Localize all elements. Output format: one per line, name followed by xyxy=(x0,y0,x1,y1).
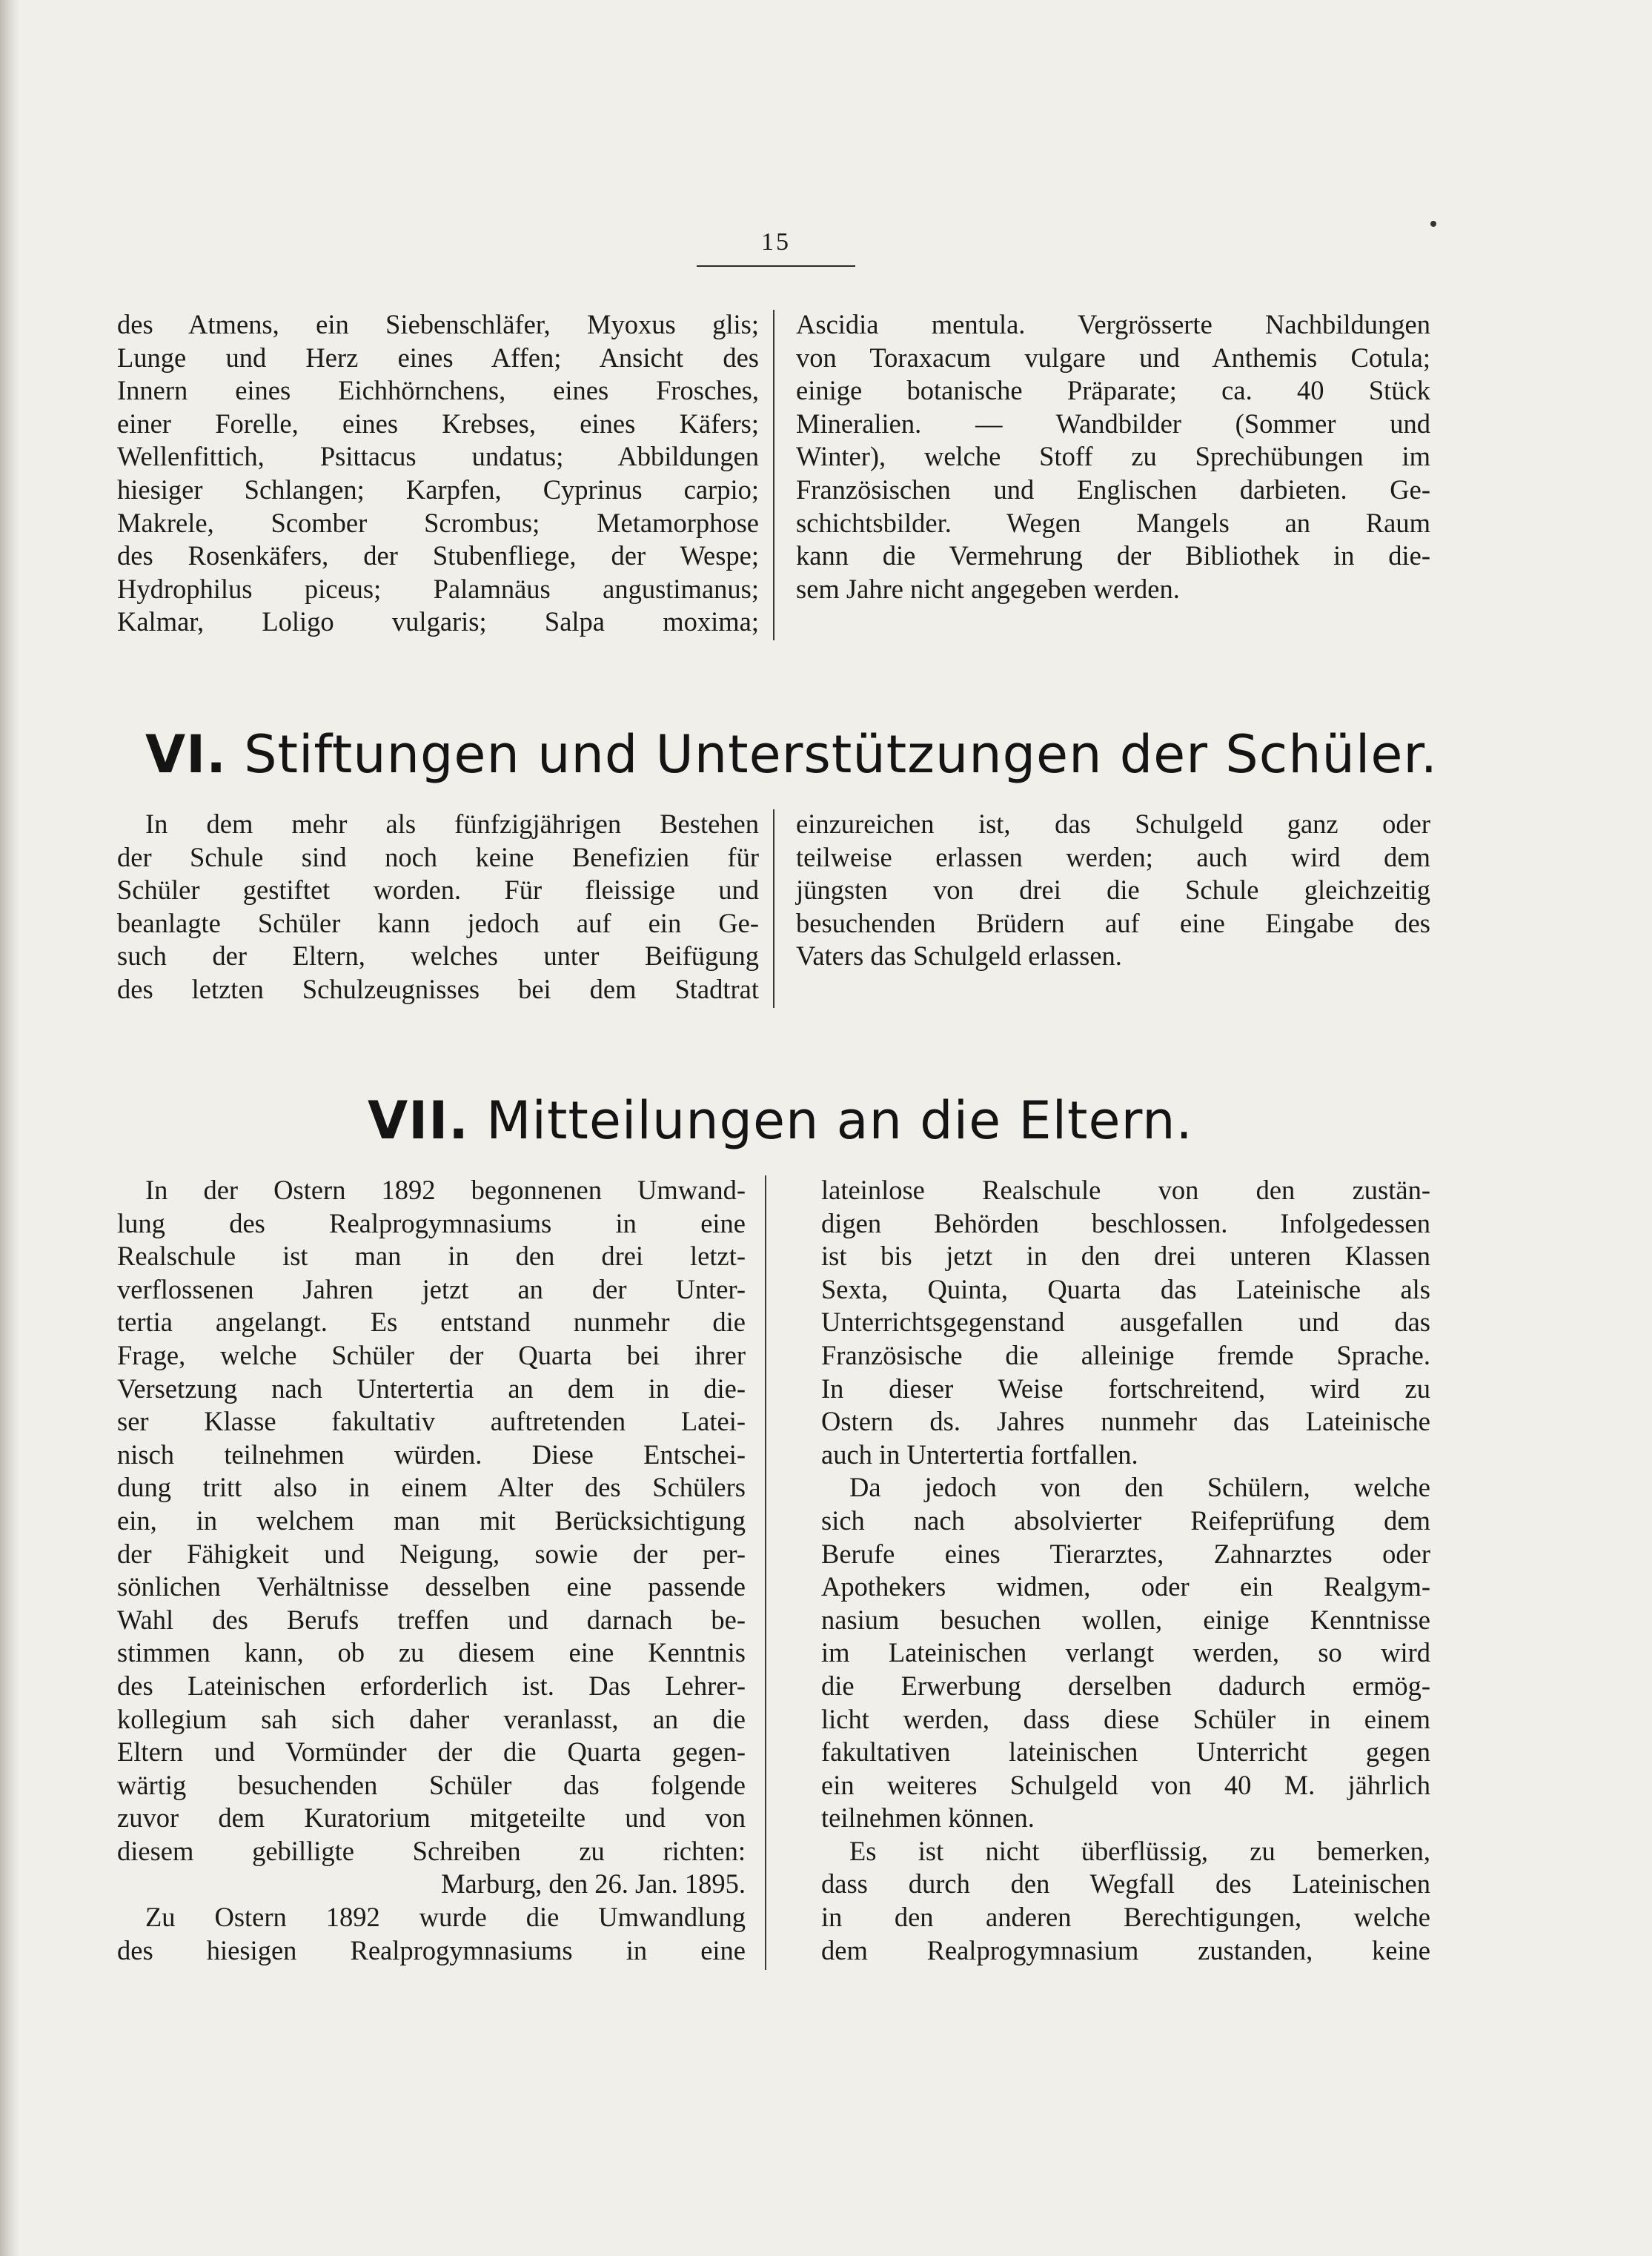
text-line: Hydrophilus piceus; Palamnäus angustimanus; xyxy=(117,573,759,604)
page-number: 15 xyxy=(761,228,791,256)
text-line: Ascidia mentula. Vergrösserte Nachbildungen xyxy=(796,309,1430,339)
text-line: Innern eines Eichhörnchens, eines Frosches, xyxy=(117,375,759,406)
column-divider xyxy=(773,809,774,1008)
block1-right-column xyxy=(796,308,1430,606)
text-line: kollegium sah sich daher veranlasst, an die xyxy=(117,1703,746,1734)
text-line: einer Forelle, eines Krebses, eines Käfers; xyxy=(117,408,759,439)
text-line: teilnehmen können. xyxy=(821,1802,1035,1834)
text-line: Winter), welche Stoff zu Sprechübungen im xyxy=(796,441,1430,472)
section-number: VII. xyxy=(368,1090,469,1151)
header-rule xyxy=(697,265,855,267)
text-line: Lunge und Herz eines Affen; Ansicht des xyxy=(117,342,759,373)
text-line: nasium besuchen wollen, einige Kenntnisse xyxy=(821,1604,1430,1635)
text-line: Eltern und Vormünder der die Quarta gegen- xyxy=(117,1736,746,1768)
text-line: ein, in welchem man mit Berücksichtigung xyxy=(117,1504,746,1536)
text-line: Französischen und Englischen darbieten. Ge- xyxy=(796,474,1430,505)
text-line: dass durch den Wegfall des Lateinischen xyxy=(821,1868,1430,1900)
text-line: dem Realprogymnasium zustanden, keine xyxy=(821,1934,1430,1965)
text-line: verflossenen Jahren jetzt an der Unter- xyxy=(117,1273,746,1304)
section-heading-vii xyxy=(368,1089,1193,1152)
text-line: einige botanische Präparate; ca. 40 Stück xyxy=(796,375,1430,406)
text-line: In dem mehr als fünfzigjährigen Bestehen xyxy=(145,809,759,839)
text-line: wärtig besuchenden Schüler das folgende xyxy=(117,1769,746,1800)
text-line: kann die Vermehrung der Bibliothek in die- xyxy=(796,540,1430,571)
text-line: nisch teilnehmen würden. Diese Entschei- xyxy=(117,1439,746,1470)
section7-left-column xyxy=(117,1174,746,1967)
text-line: ein weiteres Schulgeld von 40 M. jährlich xyxy=(821,1769,1430,1800)
section7-right-column xyxy=(821,1174,1430,1967)
text-line: digen Behörden beschlossen. Infolgedessen xyxy=(821,1207,1430,1238)
text-line: diesem gebilligte Schreiben zu richten: xyxy=(117,1835,746,1866)
text-line: Da jedoch von den Schülern, welche xyxy=(849,1472,1430,1503)
text-line: Mineralien. — Wandbilder (Sommer und xyxy=(796,408,1430,439)
text-line: hiesiger Schlangen; Karpfen, Cyprinus carpio; xyxy=(117,474,759,505)
text-line: In dieser Weise fortschreitend, wird zu xyxy=(821,1373,1430,1404)
text-line: ser Klasse fakultativ auftretenden Latei- xyxy=(117,1406,746,1437)
text-line: fakultativen lateinischen Unterricht gegen xyxy=(821,1736,1430,1768)
text-line: Kalmar, Loligo vulgaris; Salpa moxima; xyxy=(117,606,759,637)
text-line: im Lateinischen verlangt werden, so wird xyxy=(821,1637,1430,1668)
text-line: des Lateinischen erforderlich ist. Das Lehrer- xyxy=(117,1670,746,1701)
section-heading-vi xyxy=(145,723,1438,786)
text-line: Marburg, den 26. Jan. 1895. xyxy=(441,1868,746,1900)
section6-left-column xyxy=(117,808,759,1006)
ink-speck xyxy=(1430,221,1436,227)
text-line: Makrele, Scomber Scrombus; Metamorphose xyxy=(117,507,759,538)
text-line: licht werden, dass diese Schüler in einem xyxy=(821,1703,1430,1734)
text-line: lung des Realprogymnasiums in eine xyxy=(117,1207,746,1238)
text-line: des Atmens, ein Siebenschläfer, Myoxus glis; xyxy=(117,309,759,339)
text-line: Schüler gestiftet worden. Für fleissige und xyxy=(117,875,759,906)
column-divider xyxy=(773,310,774,640)
text-line: von Toraxacum vulgare und Anthemis Cotula; xyxy=(796,342,1430,373)
text-line: der Fähigkeit und Neigung, sowie der per- xyxy=(117,1538,746,1569)
text-line: Versetzung nach Untertertia an dem in die- xyxy=(117,1373,746,1404)
text-line: jüngsten von drei die Schule gleichzeitig xyxy=(796,875,1430,906)
text-line: des Rosenkäfers, der Stubenfliege, der Wespe; xyxy=(117,540,759,571)
text-line: Wellenfittich, Psittacus undatus; Abbildungen xyxy=(117,441,759,472)
block1-left-column xyxy=(117,308,759,639)
text-line: stimmen kann, ob zu diesem eine Kenntnis xyxy=(117,1637,746,1668)
text-line: teilweise erlassen werden; auch wird dem xyxy=(796,841,1430,872)
text-line: Ostern ds. Jahres nunmehr das Lateinische xyxy=(821,1406,1430,1437)
text-line: sich nach absolvierter Reifeprüfung dem xyxy=(821,1504,1430,1536)
text-line: auch in Untertertia fortfallen. xyxy=(821,1439,1138,1470)
section-title: Stiftungen und Unterstützungen der Schüler. xyxy=(244,724,1439,785)
text-line: ist bis jetzt in den drei unteren Klassen xyxy=(821,1241,1430,1272)
column-divider xyxy=(765,1175,766,1970)
text-line: der Schule sind noch keine Benefizien für xyxy=(117,841,759,872)
text-line: Sexta, Quinta, Quarta das Lateinische als xyxy=(821,1273,1430,1304)
text-line: such der Eltern, welches unter Beifügung xyxy=(117,940,759,972)
text-line: einzureichen ist, das Schulgeld ganz oder xyxy=(796,809,1430,839)
text-line: sem Jahre nicht angegeben werden. xyxy=(796,573,1180,604)
text-line: schichtsbilder. Wegen Mangels an Raum xyxy=(796,507,1430,538)
text-line: Realschule ist man in den drei letzt- xyxy=(117,1241,746,1272)
text-line: Apothekers widmen, oder ein Realgym- xyxy=(821,1571,1430,1602)
text-line: in den anderen Berechtigungen, welche xyxy=(821,1902,1430,1933)
text-line: tertia angelangt. Es entstand nunmehr die xyxy=(117,1307,746,1338)
text-line: Vaters das Schulgeld erlassen. xyxy=(796,940,1122,972)
text-line: Es ist nicht überflüssig, zu bemerken, xyxy=(849,1835,1430,1866)
text-line: des letzten Schulzeugnisses bei dem Stadtrat xyxy=(117,973,759,1004)
text-line: zuvor dem Kuratorium mitgeteilte und von xyxy=(117,1802,746,1834)
text-line: des hiesigen Realprogymnasiums in eine xyxy=(117,1934,746,1965)
text-line: lateinlose Realschule von den zustän- xyxy=(821,1175,1430,1205)
page-edge-shadow xyxy=(0,0,19,2256)
text-line: Berufe eines Tierarztes, Zahnarztes oder xyxy=(821,1538,1430,1569)
text-line: Frage, welche Schüler der Quarta bei ihrer xyxy=(117,1339,746,1370)
text-line: die Erwerbung derselben dadurch ermög- xyxy=(821,1670,1430,1701)
text-line: beanlagte Schüler kann jedoch auf ein Ge- xyxy=(117,907,759,938)
text-line: dung tritt also in einem Alter des Schülers xyxy=(117,1472,746,1503)
section6-right-column xyxy=(796,808,1430,973)
section-title: Mitteilungen an die Eltern. xyxy=(486,1090,1193,1151)
section-number: VI. xyxy=(145,724,227,785)
text-line: sönlichen Verhältnisse desselben eine passende xyxy=(117,1571,746,1602)
text-line: Unterrichtsgegenstand ausgefallen und das xyxy=(821,1307,1430,1338)
text-line: besuchenden Brüdern auf eine Eingabe des xyxy=(796,907,1430,938)
text-line: Wahl des Berufs treffen und darnach be- xyxy=(117,1604,746,1635)
text-line: Zu Ostern 1892 wurde die Umwandlung xyxy=(145,1902,746,1933)
text-line: Französische die alleinige fremde Sprache. xyxy=(821,1339,1430,1370)
text-line: In der Ostern 1892 begonnenen Umwand- xyxy=(145,1175,746,1205)
